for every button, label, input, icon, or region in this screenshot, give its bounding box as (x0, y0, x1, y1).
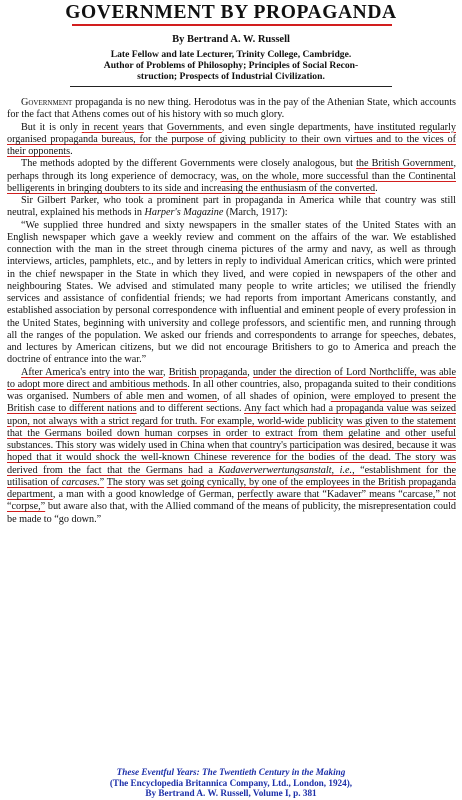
p2-highlight-2: Governments (166, 121, 222, 133)
source-caption-publisher: (The Encyclopedia Britannica Company, Ltd., London, 1924), (109, 777, 353, 788)
header-divider (70, 86, 392, 87)
p3-text-b: , perhaps through its long experience of democracy, (7, 158, 456, 182)
p2-highlight-1: in recent years (81, 121, 144, 133)
paragraph-2 (7, 122, 456, 159)
p6-highlight-7: , (331, 464, 340, 476)
article-title: GOVERNMENT BY PROPAGANDA (65, 2, 397, 23)
author-affiliation-line-2: Author of Problems of Philosophy; Principles of Social Recon- (103, 60, 359, 71)
title-underline (72, 24, 392, 26)
source-caption-title: These Eventful Years: The Twentieth Century in the Making (116, 767, 346, 777)
p2-highlight-3: have instituted regularly organised propaganda bureaus, for the purpose of giving publicity to their own virtues and to the vices of their opponents (7, 121, 456, 157)
p6-text-e: and to different sections. (136, 403, 245, 415)
article-body (7, 97, 456, 526)
source-caption-author: By Bertrand A. W. Russell, Volume I, p. 381 (145, 788, 317, 798)
p6-highlight-11: perfectly aware that “Kadaver” means “carcase,” not “corpse,” (7, 489, 456, 513)
paragraph-1-text: propaganda is no new thing. Herodotus was in the pay of the Athenian State, which accounts for the fact that Athens comes out of his history with so much glory. (7, 97, 456, 121)
p6-highlight-2: British propaganda (168, 366, 248, 378)
p6-highlight-5: were employed to present the British case to different nations (7, 391, 456, 415)
p6-highlight-1: After America's entry into the war (21, 366, 163, 378)
author-affiliation-line-3: struction; Prospects of Industrial Civilization. (137, 71, 325, 82)
p2-text-d: . (70, 146, 73, 157)
p6-text-c: . In all other countries, also, propaganda suited to their conditions was organised. (7, 378, 456, 402)
carcases-term: carcases (61, 476, 98, 488)
paragraph-6 (7, 367, 456, 526)
p6-highlight-10: The story was set going cynically, by one of the employees in the British propaganda department (7, 476, 456, 500)
paragraph-3 (7, 158, 456, 195)
german-term: Kadaververwertungsanstalt (218, 464, 332, 476)
p6-highlight-3: under the direction of Lord Northcliffe, was able to adopt more direct and ambitious methods (7, 366, 457, 390)
p6-text-b: , (247, 366, 253, 378)
p6-highlight-6: Any fact which had a propaganda value was seized upon, not always with a strict regard for truth. For example, world-wide publicity was given to the statement that the Germans boiled down human corpses in order to extract from them gelatine and other useful substances. This story was widely used in China when that country's participation was desired, because it was hoped that it would shock the well-known Chinese reverence for the bodies of the dead. The story was derived from the fact that the Germans had a (7, 403, 456, 476)
paragraph-4 (7, 195, 456, 220)
magazine-title: Harper's Magazine (144, 207, 224, 219)
p3-text-a: The methods adopted by the different Governments were closely analogous, but (21, 158, 357, 170)
p6-text-g: , a man with a good knowledge of German, (52, 489, 238, 500)
id-est: i.e. (339, 464, 353, 476)
p6-text-a: , (162, 366, 169, 378)
p4-text-b: (March, 1917): (223, 207, 288, 219)
author-affiliation-line-1: Late Fellow and late Lecturer, Trinity College, Cambridge. (110, 49, 352, 60)
p2-text-c: , and even single departments, (221, 121, 355, 133)
p6-text-d: , of all shades of opinion, (216, 391, 331, 402)
p6-text-h: but aware also that, with the Allied command of the means of publicity, the misrepresentation could be made to “go down.” (7, 501, 456, 525)
author-byline: By Bertrand A. W. Russell (172, 34, 290, 45)
p4-text-a: Sir Gilbert Parker, who took a prominent part in propaganda in America while that country was still neutral, explained his methods in (7, 195, 456, 219)
lead-word: Government (21, 97, 73, 108)
p3-highlight-2: was, on the whole, more successful than the Continental belligerents in bringing doubters to its side and increasing the enthusiasm of the converted (7, 170, 456, 194)
quotation-paragraph: “We supplied three hundred and sixty newspapers in the smaller states of the United States with an English newspaper which gave a weekly review and comment on the affairs of the war. We established connection with the man in the street through cinema pictures of the army and navy, as well as through interviews, articles, pamphlets, etc., and by letters in reply to individual American critics, which were printed in the chief newspaper in the State in which they lived, and were copied in newspapers of the other and neighbouring States. We advised and stimulated many people to write articles; we utilised the friendly services and assistance of confidential friends; we had reports from important Americans constantly, and established association by personal correspondence with influential and eminent people of every profession in the United States, beginning with university and college professors, and scientific men, and running through all the ranges of the population. We asked our friends and correspondents to arrange for speeches, debates, and lectures by American citizens, but we did not encourage Britishers to go to America and preach the doctrine of entrance into the war.” (7, 219, 456, 366)
p3-highlight-1: the British Government (356, 158, 454, 170)
p2-text-b: that (143, 121, 167, 133)
p3-text-c: . (375, 182, 378, 194)
p2-text-a: But it is only (21, 121, 82, 133)
paragraph-1 (7, 97, 456, 122)
p6-highlight-9: .” (97, 476, 105, 488)
p6-highlight-4: Numbers of able men and women (72, 391, 217, 402)
p6-highlight-8: , “establishment for the utilisation of (7, 464, 456, 488)
